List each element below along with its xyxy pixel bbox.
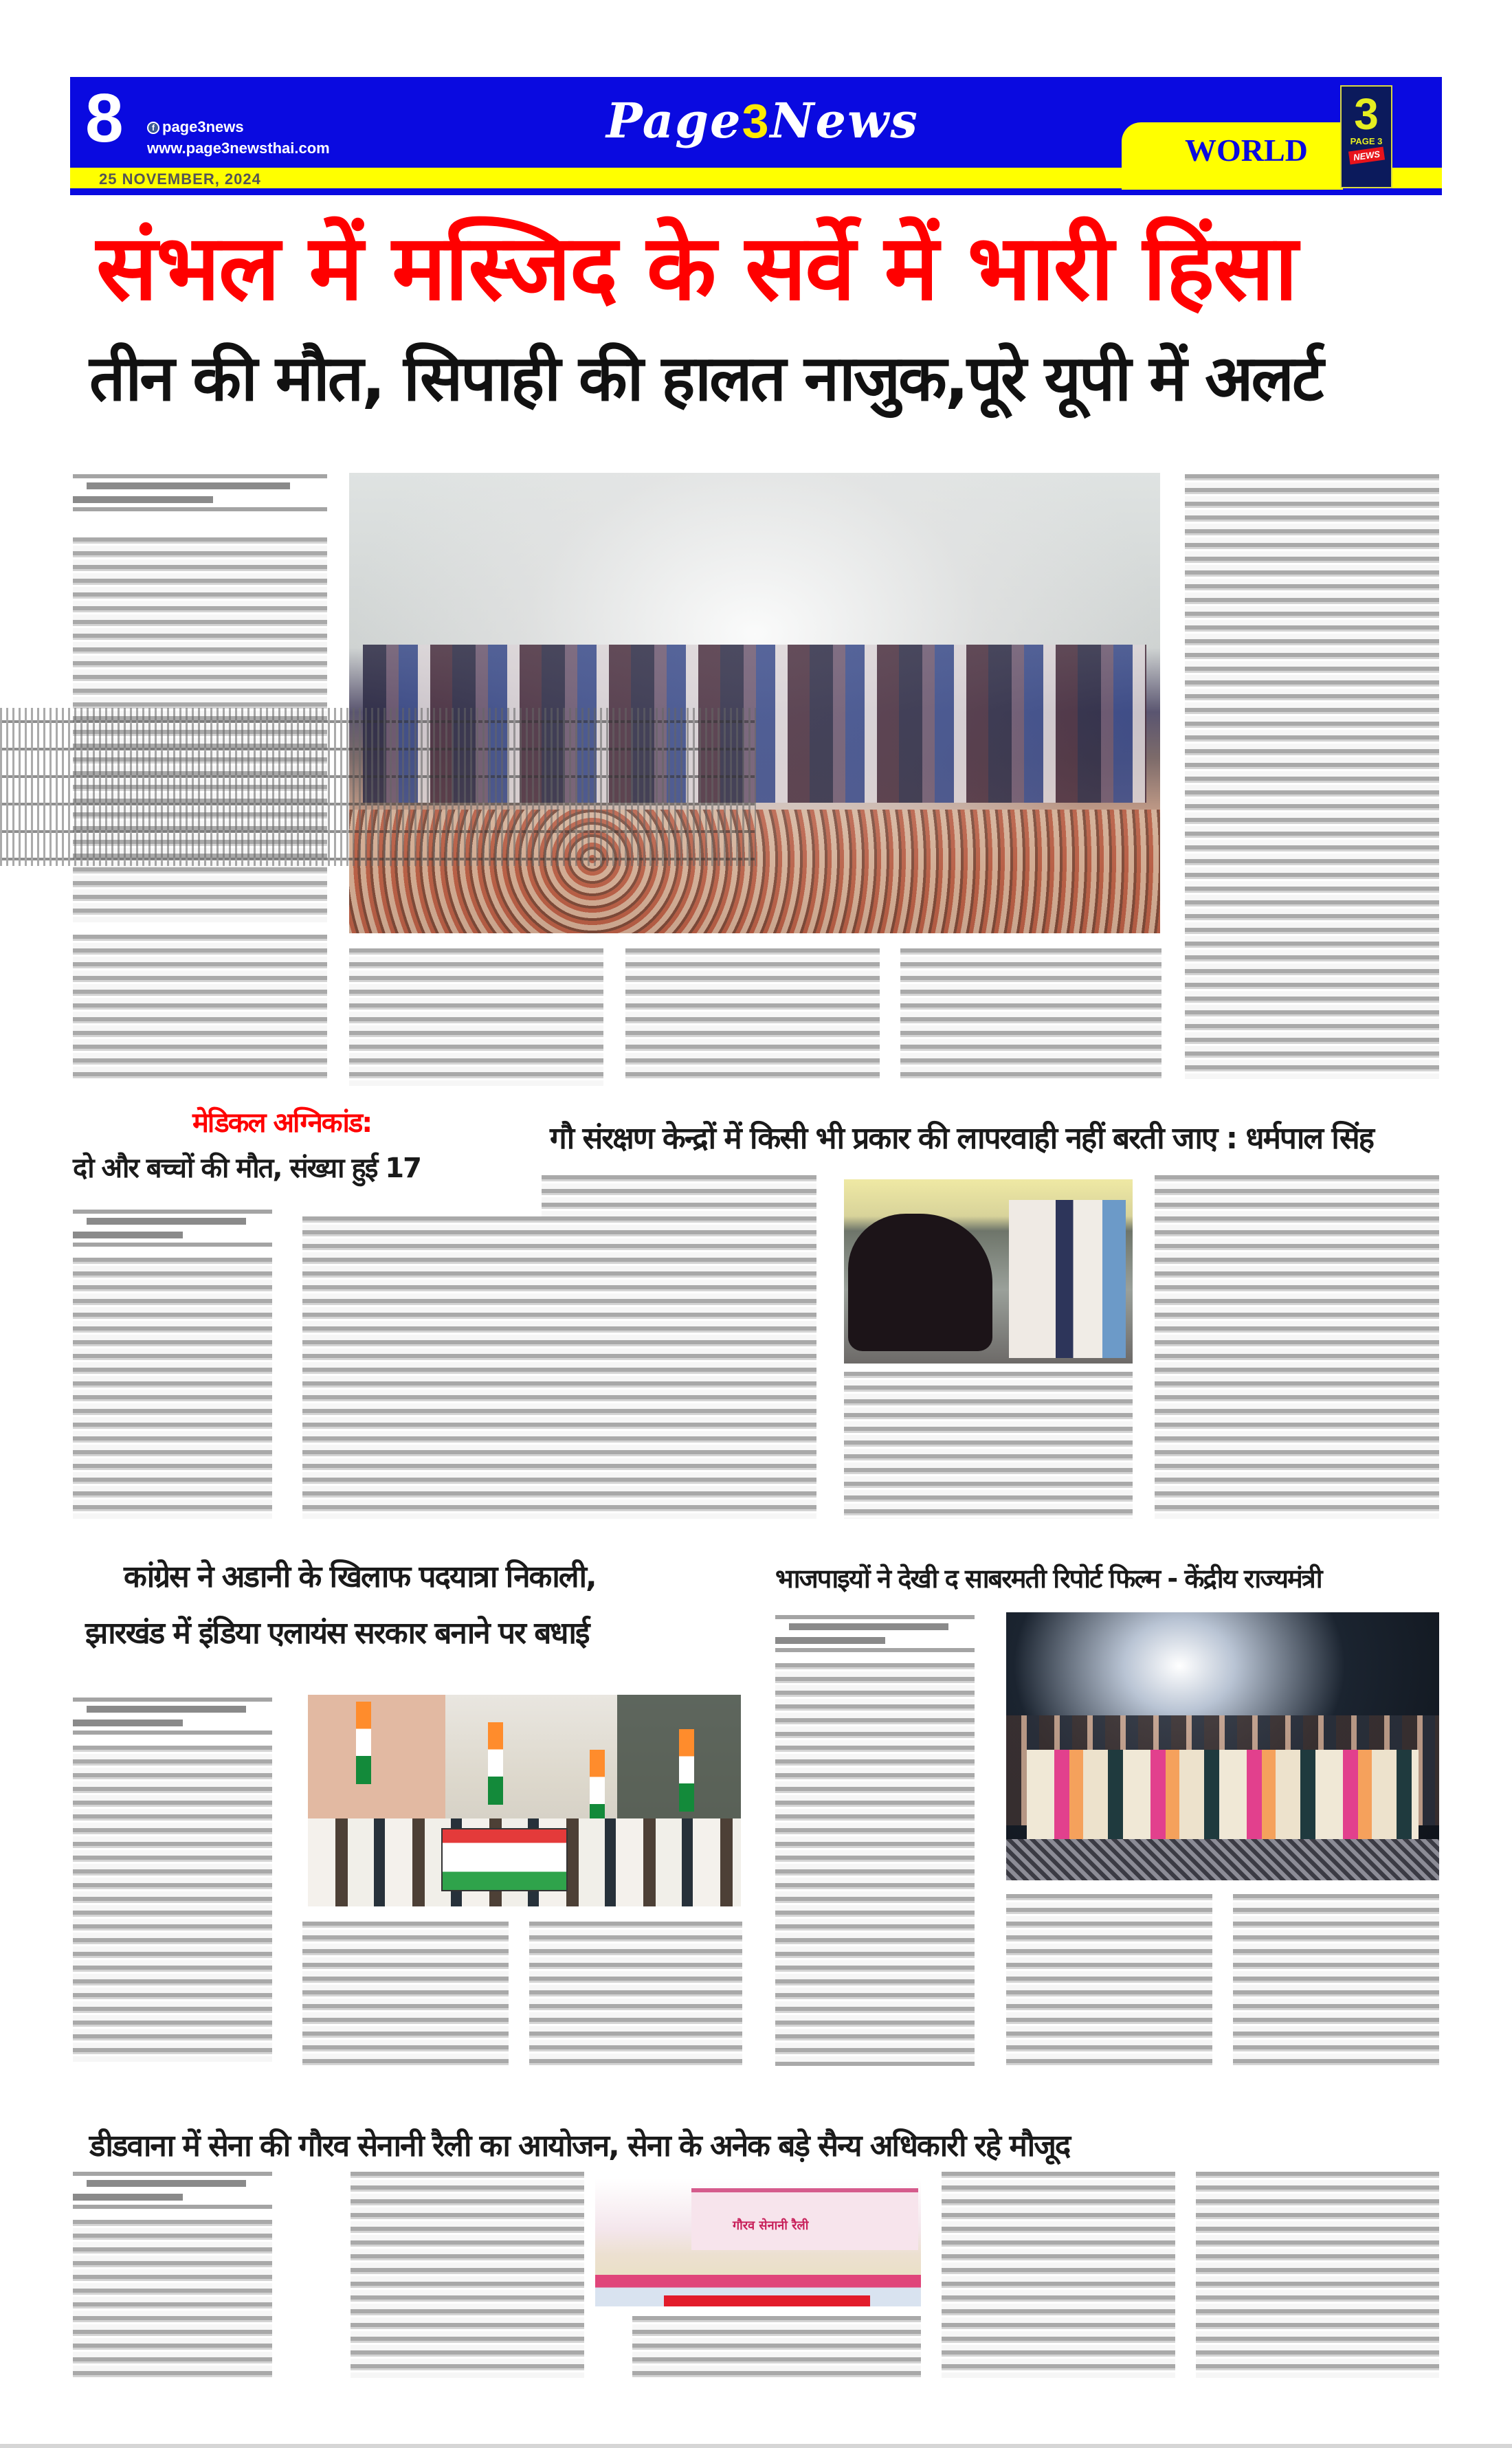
- lead-body-col-1b: [73, 935, 327, 1079]
- congress-byline: [73, 1698, 272, 1735]
- cow-body-col-2: [844, 1372, 1133, 1519]
- film-body-col-3: [1233, 1894, 1439, 2066]
- photo-flag: [488, 1722, 503, 1805]
- badge-number: 3: [1354, 89, 1379, 139]
- photo-carpet: [664, 2295, 870, 2306]
- rally-body-col-3: [632, 2316, 921, 2378]
- social-links: [147, 117, 330, 159]
- story-headline-congress-2: झारखंड में इंडिया एलायंस सरकार बनाने पर बधाई: [85, 1616, 589, 1651]
- badge-label: PAGE 3: [1350, 136, 1383, 146]
- section-tab: [1122, 122, 1343, 190]
- logo-news: News: [770, 92, 919, 149]
- story-headline-congress-1: कांग्रेस ने अडानी के खिलाफ पदयात्रा निकाली,: [124, 1559, 596, 1594]
- film-body-col-1: [775, 1663, 975, 2066]
- lead-headline: संभल में मस्जिद के सर्वे में भारी हिंसा: [96, 215, 1297, 321]
- medical-byline: [73, 1210, 272, 1247]
- lead-body-col-4: [900, 948, 1161, 1079]
- photo-banner: [441, 1828, 568, 1891]
- photo-building: [308, 1695, 445, 1832]
- rally-body-col-2: [351, 2172, 584, 2378]
- logo-three: 3: [742, 94, 770, 148]
- newspaper-logo: [606, 92, 919, 149]
- story-headline-film: भाजपाइयों ने देखी द साबरमती रिपोर्ट फिल्म - केंद्रीय राज्यमंत्री: [775, 1564, 1322, 1594]
- cow-body-col-1: [542, 1175, 816, 1519]
- photo-front-row: [1027, 1750, 1419, 1846]
- rally-byline: [73, 2172, 272, 2209]
- congress-body-col-3: [529, 1922, 742, 2066]
- film-screening-photo: [1006, 1612, 1439, 1880]
- masthead: [70, 77, 1442, 190]
- cow-shelter-photo: [844, 1179, 1133, 1364]
- photo-officials: [1009, 1200, 1126, 1358]
- rally-body-col-4: [942, 2172, 1175, 2378]
- photo-cow: [848, 1214, 992, 1351]
- film-byline: [775, 1615, 975, 1652]
- congress-march-photo: [308, 1695, 741, 1906]
- lead-body-col-5: [1185, 474, 1439, 1079]
- medical-body-col-1: [73, 1258, 272, 1519]
- story-headline-rally: डीडवाना में सेना की गौरव सेनानी रैली का आयोजन, सेना के अनेक बड़े सैन्य अधिकारी रहे मौजूद: [89, 2128, 1070, 2163]
- badge-news: NEWS: [1348, 147, 1384, 165]
- photo-flag: [679, 1729, 694, 1812]
- film-body-col-2: [1006, 1894, 1212, 2066]
- page-number: 8: [85, 80, 124, 157]
- photo-banner-text: गौरव सेनानी रैली: [733, 2218, 809, 2233]
- lead-subheadline: तीन की मौत, सिपाही की हालत नाजुक,पूरे यूपी में अलर्ट: [89, 342, 1322, 415]
- rally-body-col-1: [73, 2220, 272, 2378]
- page-bottom-rule: [0, 2444, 1512, 2448]
- print-artifact-overlay: [0, 708, 756, 866]
- facebook-handle[interactable]: page3news: [162, 118, 244, 135]
- rally-body-col-5: [1196, 2172, 1439, 2378]
- page3-badge-icon: [1340, 85, 1392, 188]
- cow-body-col-3: [1155, 1175, 1439, 1519]
- photo-flag: [356, 1702, 371, 1784]
- congress-body-col-1: [73, 1746, 272, 2062]
- story-kicker: मेडिकल अग्निकांड:: [192, 1107, 372, 1139]
- medical-body-col-2: [302, 1216, 557, 1519]
- photo-stage: [1006, 1839, 1439, 1880]
- lead-body-col-3: [625, 948, 880, 1079]
- story-headline-cow: गौ संरक्षण केन्द्रों में किसी भी प्रकार की लापरवाही नहीं बरती जाए : धर्मपाल सिंह: [550, 1121, 1373, 1156]
- section-label: WORLD: [1185, 133, 1308, 168]
- logo-page: Page: [606, 92, 742, 149]
- issue-date: 25 NOVEMBER, 2024: [99, 170, 261, 188]
- story-headline-medical: दो और बच्चों की मौत, संख्या हुई 17: [73, 1153, 421, 1184]
- facebook-icon: f: [147, 122, 159, 134]
- lead-body-col-2: [349, 948, 603, 1086]
- website-link[interactable]: www.page3newsthai.com: [147, 139, 330, 157]
- lead-byline: [73, 474, 327, 511]
- congress-body-col-2: [302, 1922, 509, 2066]
- rally-photo: [595, 2179, 921, 2306]
